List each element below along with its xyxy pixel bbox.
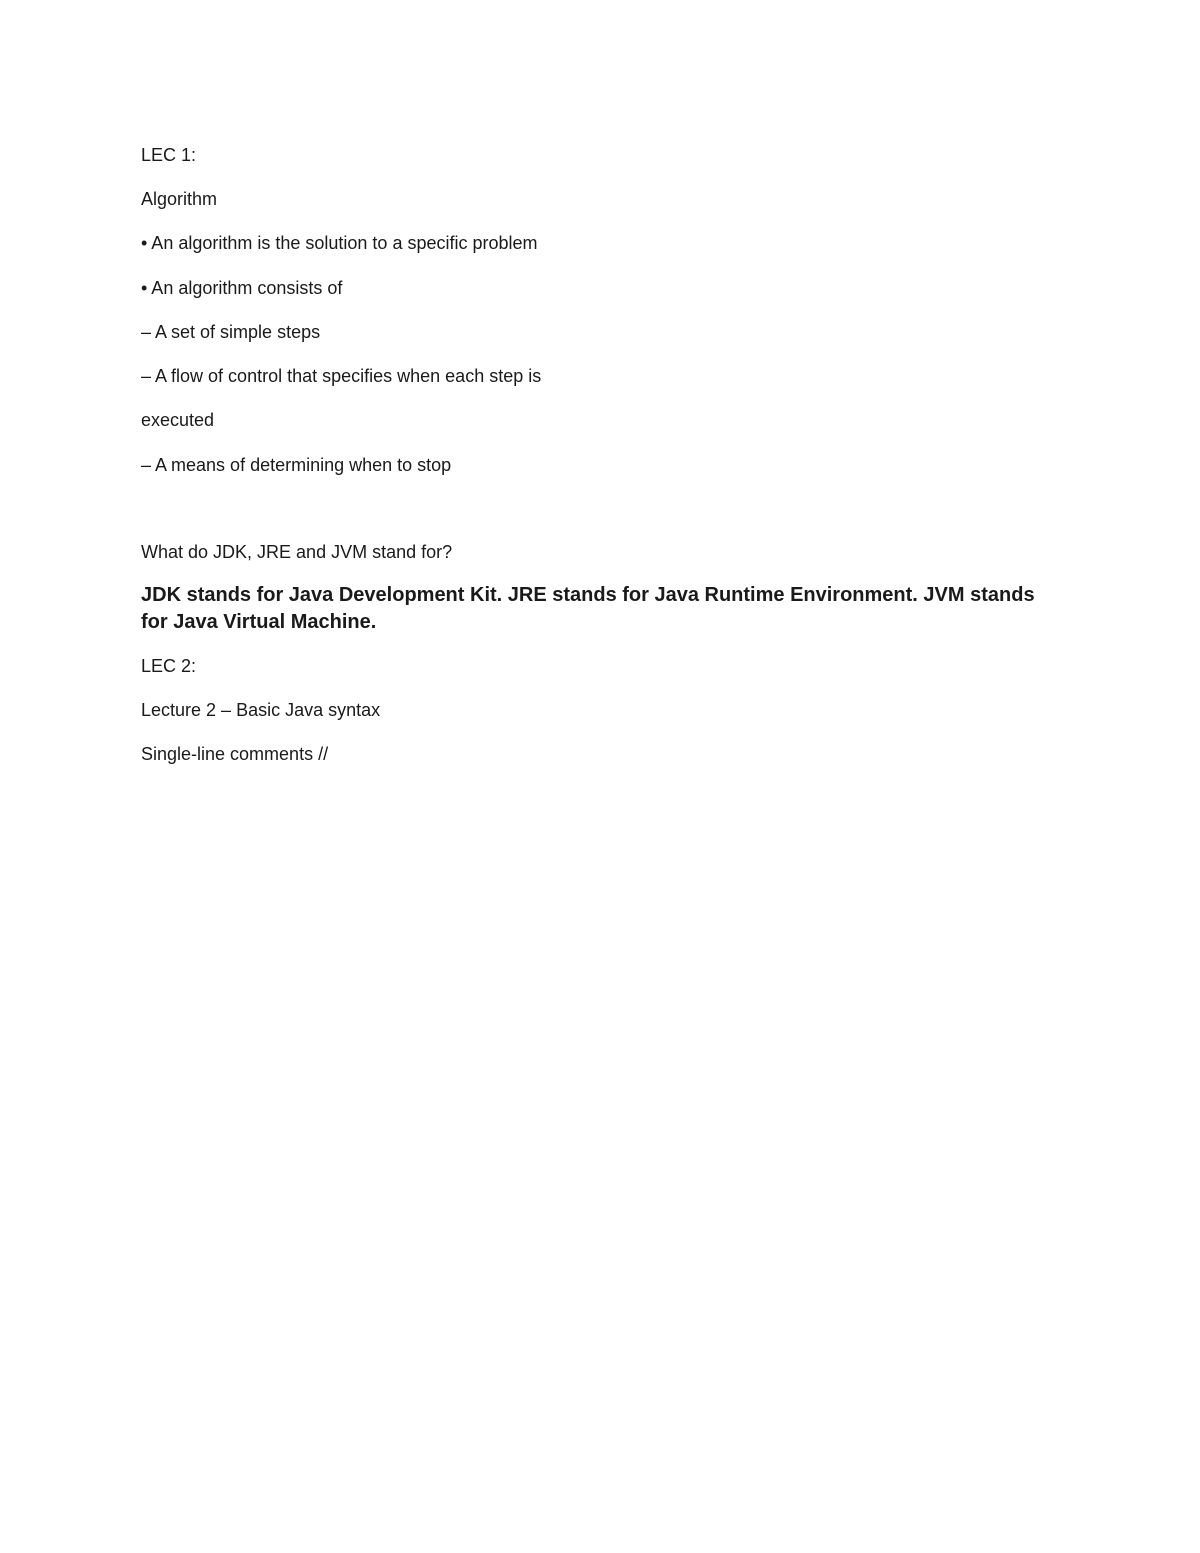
algorithm-heading: Algorithm <box>141 189 218 209</box>
single-line-comments: Single-line comments // <box>141 744 329 764</box>
lecture-1-heading: LEC 1: <box>141 145 197 165</box>
sub-item-when-to-stop: – A means of determining when to stop <box>141 455 452 475</box>
lecture-2-heading: LEC 2: <box>141 656 197 676</box>
jdk-answer: JDK stands for Java Development Kit. JRE stands for Java Runtime Environment. JVM stands for Java Virtual Machine. <box>141 584 1035 633</box>
sub-item-flow-continuation: executed <box>141 410 215 430</box>
sub-item-simple-steps: – A set of simple steps <box>141 322 321 342</box>
document-body <box>141 143 1061 766</box>
lecture-2-title: Lecture 2 – Basic Java syntax <box>141 700 381 720</box>
sub-item-flow-of-control: – A flow of control that specifies when each step is <box>141 366 542 386</box>
bullet-algorithm-consists: • An algorithm consists of <box>141 278 343 298</box>
bullet-algorithm-definition: • An algorithm is the solution to a specific problem <box>141 233 538 253</box>
jdk-question: What do JDK, JRE and JVM stand for? <box>141 542 453 562</box>
